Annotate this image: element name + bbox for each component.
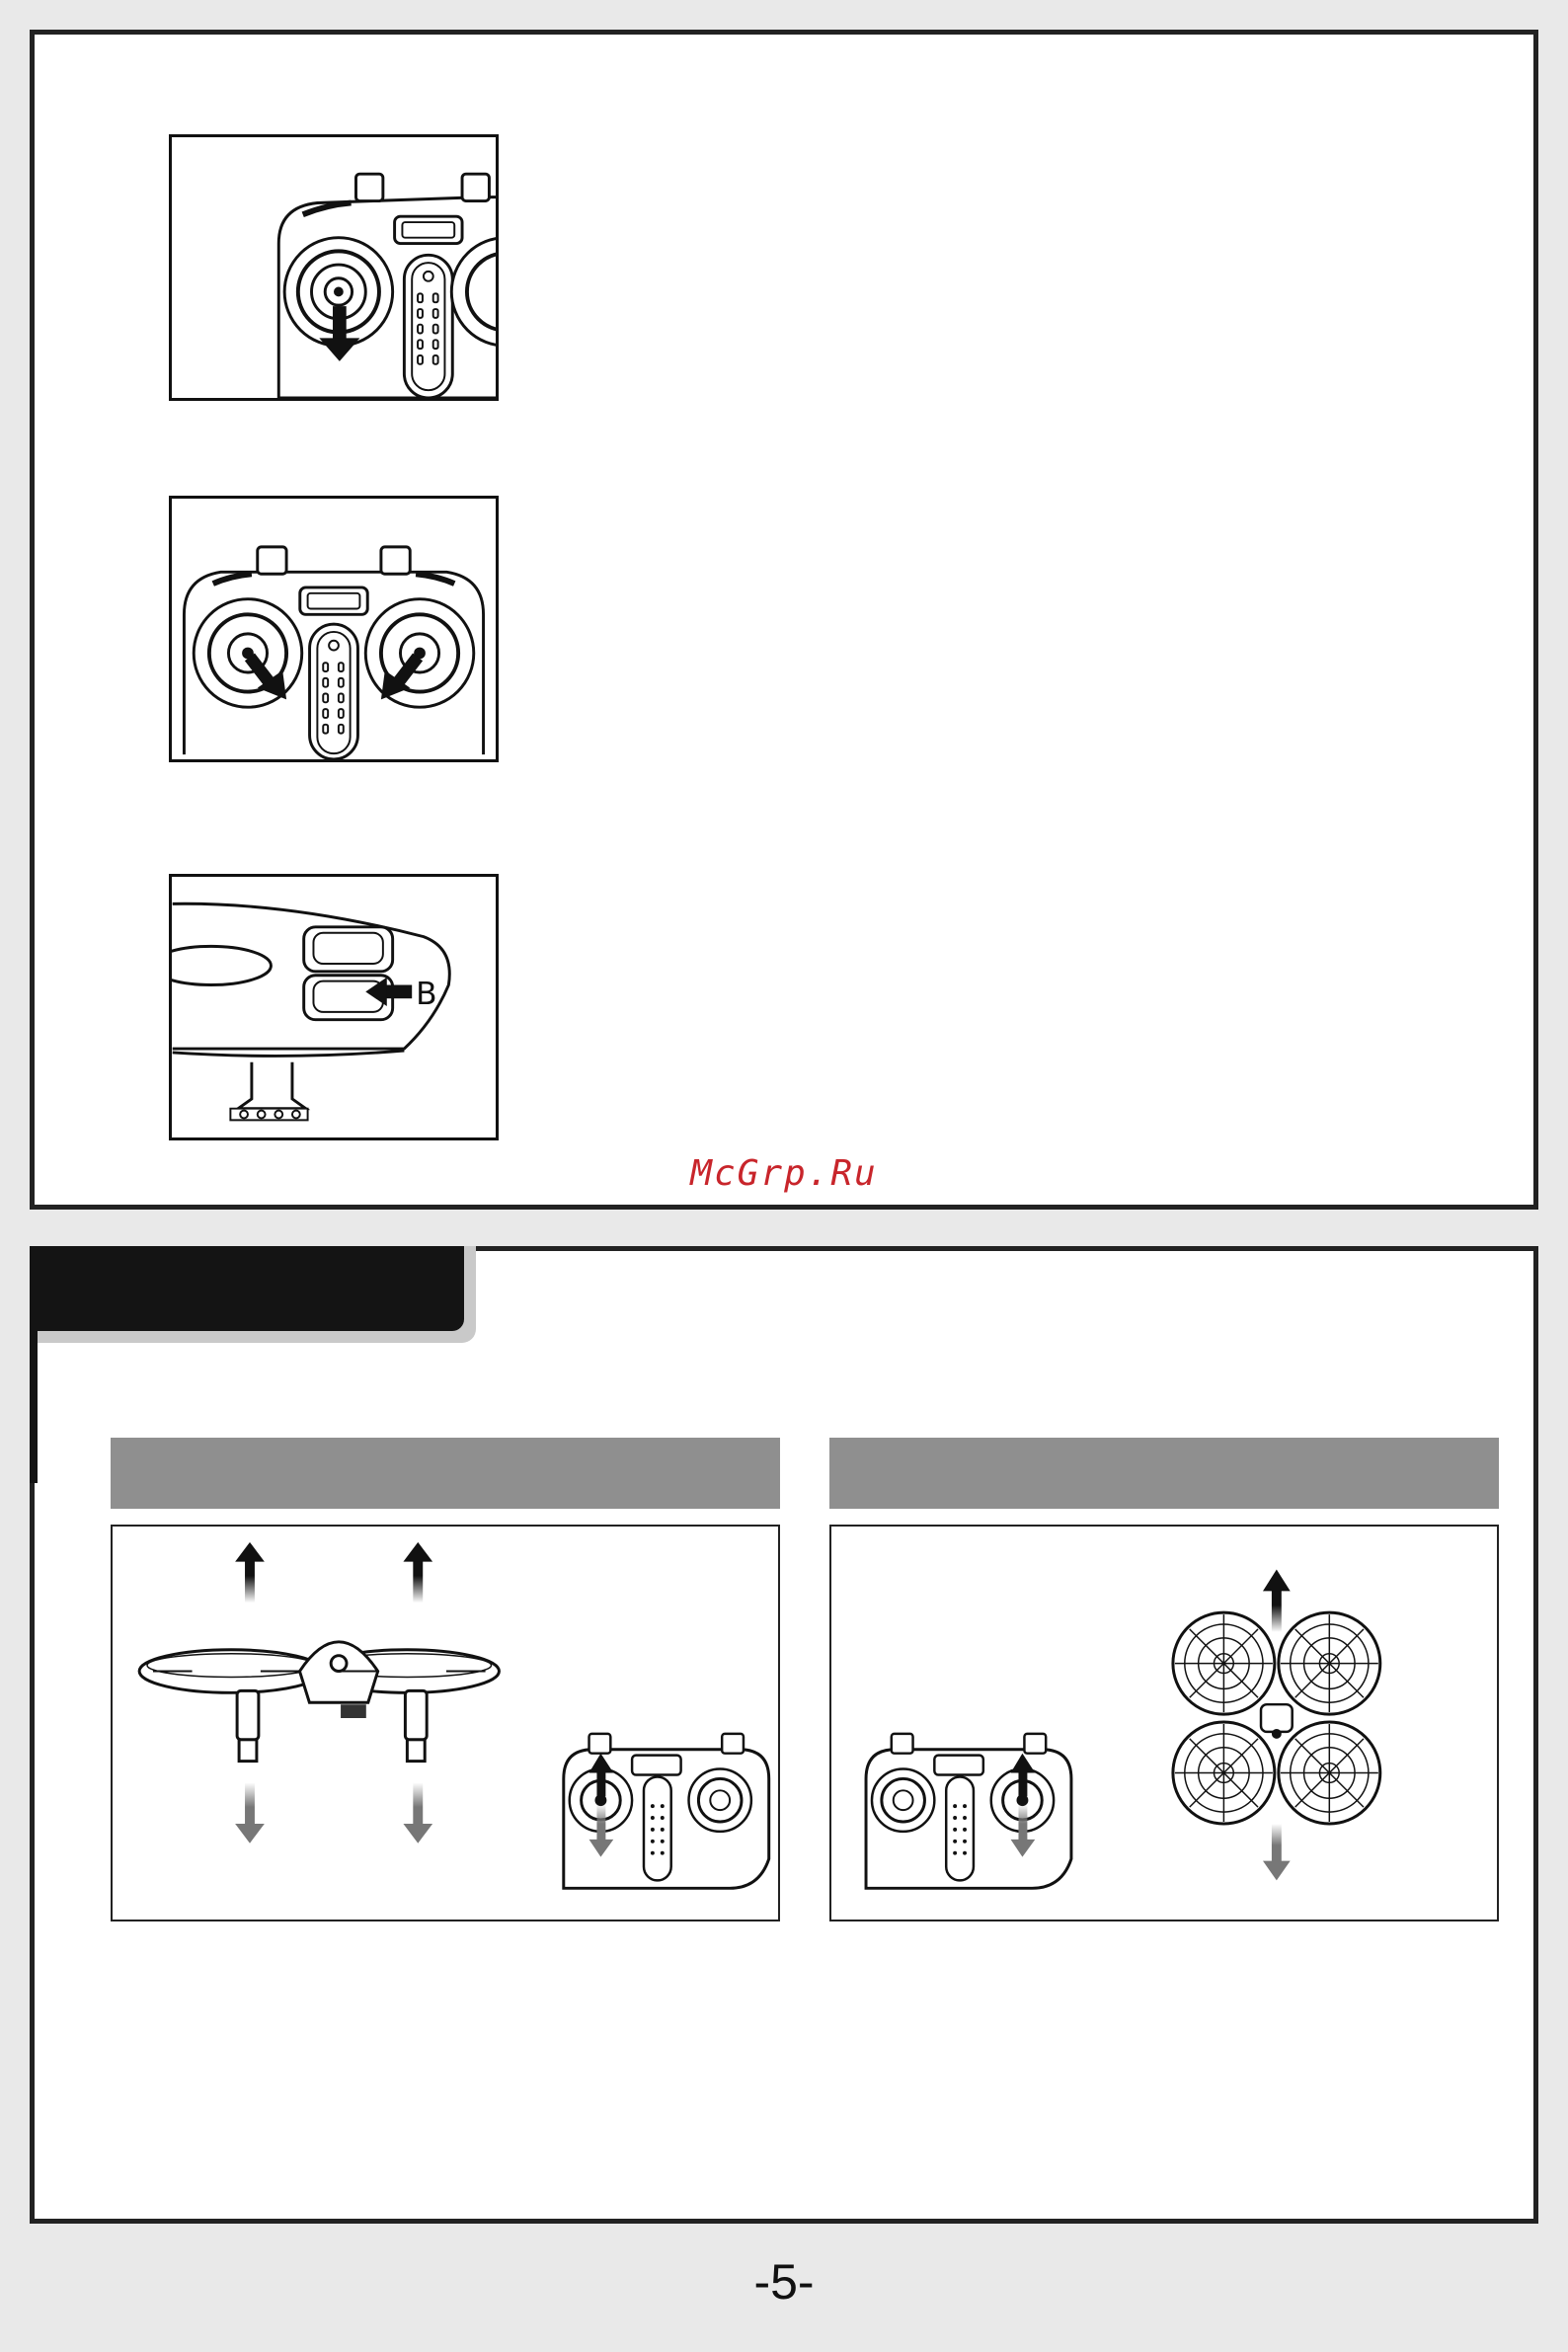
section-header-tab bbox=[30, 1246, 464, 1331]
watermark: McGrp.Ru bbox=[690, 1153, 878, 1194]
page-number: -5- bbox=[753, 2254, 815, 2310]
figure-button-b bbox=[169, 874, 499, 1140]
panel-forward-backward bbox=[829, 1525, 1499, 1921]
panel-header-right bbox=[829, 1438, 1499, 1509]
drone-side-view-up-down-icon bbox=[113, 1527, 778, 1920]
figure-throttle-down bbox=[169, 134, 499, 401]
section-tab-edge bbox=[30, 1246, 38, 1483]
panel-altitude bbox=[111, 1525, 780, 1921]
panel-header-left bbox=[111, 1438, 780, 1509]
controller-left-stick-up-down-icon bbox=[564, 1734, 769, 1888]
controller-left-stick-down-icon bbox=[172, 137, 496, 398]
drone-top-view-forward-back-icon bbox=[831, 1527, 1497, 1920]
button-b-label: B bbox=[416, 977, 437, 1013]
figure-sticks-inward bbox=[169, 496, 499, 762]
controller-both-sticks-diagonal-icon bbox=[172, 499, 496, 759]
controller-side-button-b-icon bbox=[172, 877, 496, 1137]
controller-right-stick-up-down-icon bbox=[866, 1734, 1071, 1888]
